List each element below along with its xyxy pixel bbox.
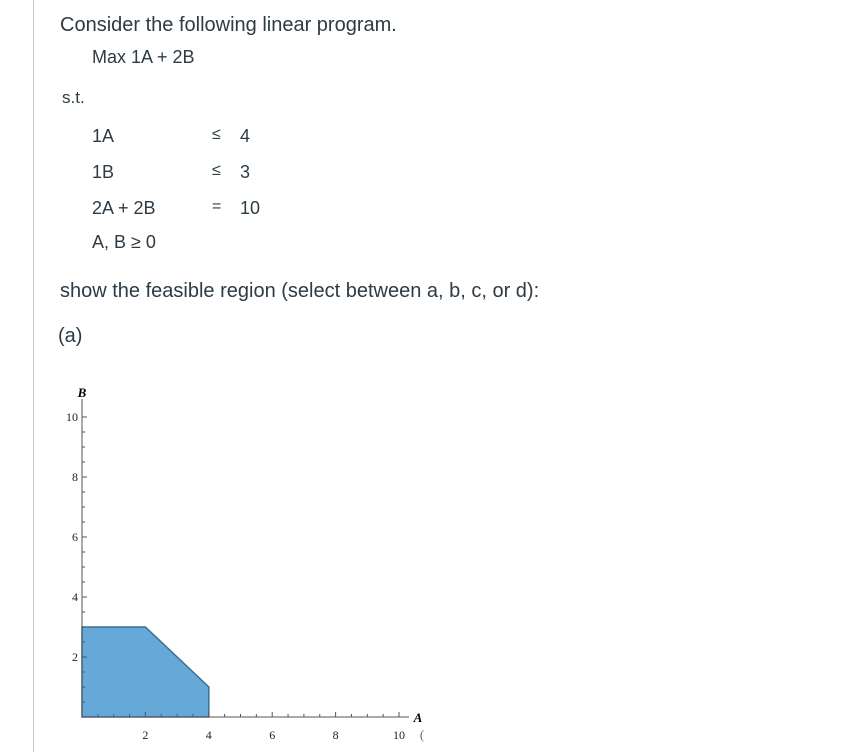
constraint-1-rhs: 4: [240, 126, 251, 146]
question-prompt: show the feasible region (select between a, b, c, or d):: [60, 280, 540, 302]
feasible-region: [82, 627, 209, 717]
y-tick-label: 6: [72, 530, 78, 544]
y-tick-label: 4: [72, 590, 78, 604]
y-axis-label: B: [77, 385, 87, 400]
y-tick-label: 10: [66, 410, 78, 424]
constraint-3-rhs: 10: [240, 198, 261, 218]
option-a-label: (a): [58, 325, 83, 347]
constraint-1-operator: ≤: [212, 126, 221, 143]
x-tick-label: 10: [393, 728, 405, 742]
nonnegativity-constraint: A, B ≥ 0: [92, 232, 156, 252]
x-axis-label: A: [413, 710, 423, 725]
constraint-3-lhs: 2A + 2B: [92, 198, 156, 218]
constraint-2-operator: ≤: [212, 162, 221, 179]
constraint-3-operator: =: [212, 198, 222, 215]
y-tick-label: 8: [72, 470, 78, 484]
x-tick-label: 8: [332, 728, 339, 742]
constraint-2-lhs: 1B: [92, 162, 115, 182]
subject-to-label: s.t.: [62, 88, 85, 107]
x-tick-label: 2: [142, 728, 149, 742]
constraint-1-lhs: 1A: [92, 126, 115, 146]
objective-function: Max 1A + 2B: [92, 47, 195, 67]
x-tick-label: 4: [205, 728, 212, 742]
y-tick-label: 2: [72, 650, 78, 664]
x-tick-label: 6: [269, 728, 276, 742]
left-border-rule: [33, 0, 34, 752]
question-intro: Consider the following linear program.: [60, 14, 397, 36]
constraint-2-rhs: 3: [240, 162, 251, 182]
trailing-paren: (: [419, 727, 425, 742]
feasible-region-graph: [50, 365, 450, 750]
